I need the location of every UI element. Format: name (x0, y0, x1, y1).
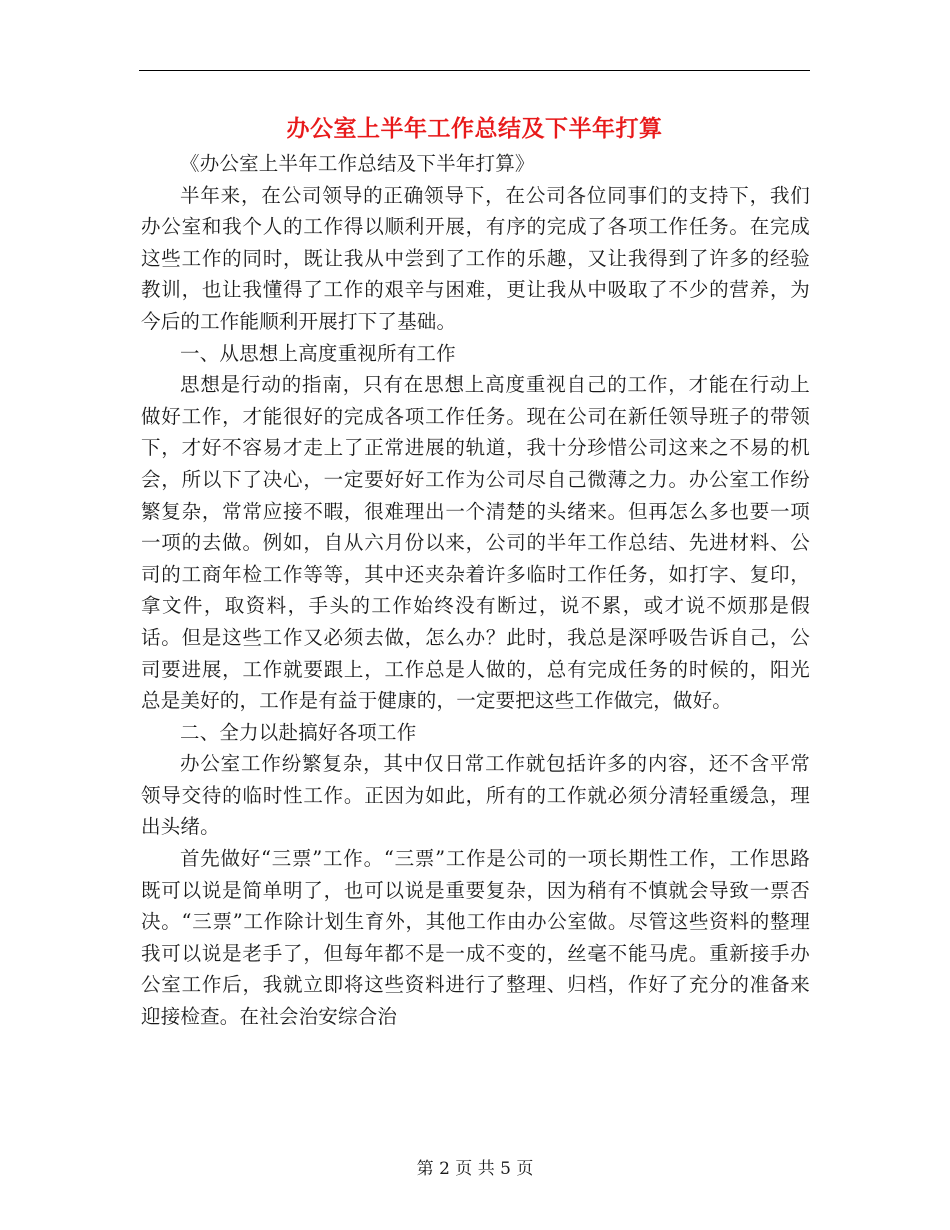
paragraph-section-2: 办公室工作纷繁复杂，其中仅日常工作就包括许多的内容，还不含平常领导交待的临时性工作。正因为如此，所有的工作就必须分清轻重缓急，理出头绪。 (141, 752, 810, 839)
document-body (141, 148, 810, 1033)
section-heading-1: 一、从思想上高度重视所有工作 (180, 341, 456, 365)
document-title: 办公室上半年工作总结及下半年打算 (286, 115, 663, 142)
paragraph-three-tickets: 首先做好“三票”工作。“三票”工作是公司的一项长期性工作，工作思路既可以说是简单明了，也可以说是重要复杂，因为稍有不慎就会导致一票否决。“三票”工作除计划生育外，其他工作由办公室做。尽管这些资料的整理我可以说是老手了，但每年都不是一成不变的，丝毫不能马虎。重新接手办公室工作后，我就立即将这些资料进行了整理、归档，作好了充分的准备来迎接检查。在社会治安综合治 (141, 847, 810, 1029)
header-rule (139, 70, 810, 71)
section-heading-2: 二、全力以赴搞好各项工作 (180, 720, 417, 744)
paragraph-section-1: 思想是行动的指南，只有在思想上高度重视自己的工作，才能在行动上做好工作，才能很好的完成各项工作任务。现在公司在新任领导班子的带领下，才好不容易才走上了正常进展的轨道，我十分珍惜公司这来之不易的机会，所以下了决心，一定要好好工作为公司尽自己微薄之力。办公室工作纷繁复杂，常常应接不暇，很难理出一个清楚的头绪来。但再怎么多也要一项一项的去做。例如，自从六月份以来，公司的半年工作总结、先进材料、公司的工商年检工作等等，其中还夹杂着许多临时工作任务，如打字、复印，拿文件，取资料，手头的工作始终没有断过，说不累，或才说不烦那是假话。但是这些工作又必须去做，怎么办？此时，我总是深呼吸告诉自己，公司要进展，工作就要跟上，工作总是人做的，总有完成任务的时候的，阳光总是美好的，工作是有益于健康的，一定要把这些工作做完，做好。 (141, 373, 810, 713)
paragraph-intro: 半年来，在公司领导的正确领导下，在公司各位同事们的支持下，我们办公室和我个人的工作得以顺利开展，有序的完成了各项工作任务。在完成这些工作的同时，既让我从中尝到了工作的乐趣，又让我得到了许多的经验教训，也让我懂得了工作的艰辛与困难，更让我从中吸取了不少的营养，为今后的工作能顺利开展打下了基础。 (141, 183, 810, 333)
document-subtitle: 《办公室上半年工作总结及下半年打算》 (180, 152, 535, 175)
page-number-footer: 第 2 页 共 5 页 (416, 1159, 534, 1179)
